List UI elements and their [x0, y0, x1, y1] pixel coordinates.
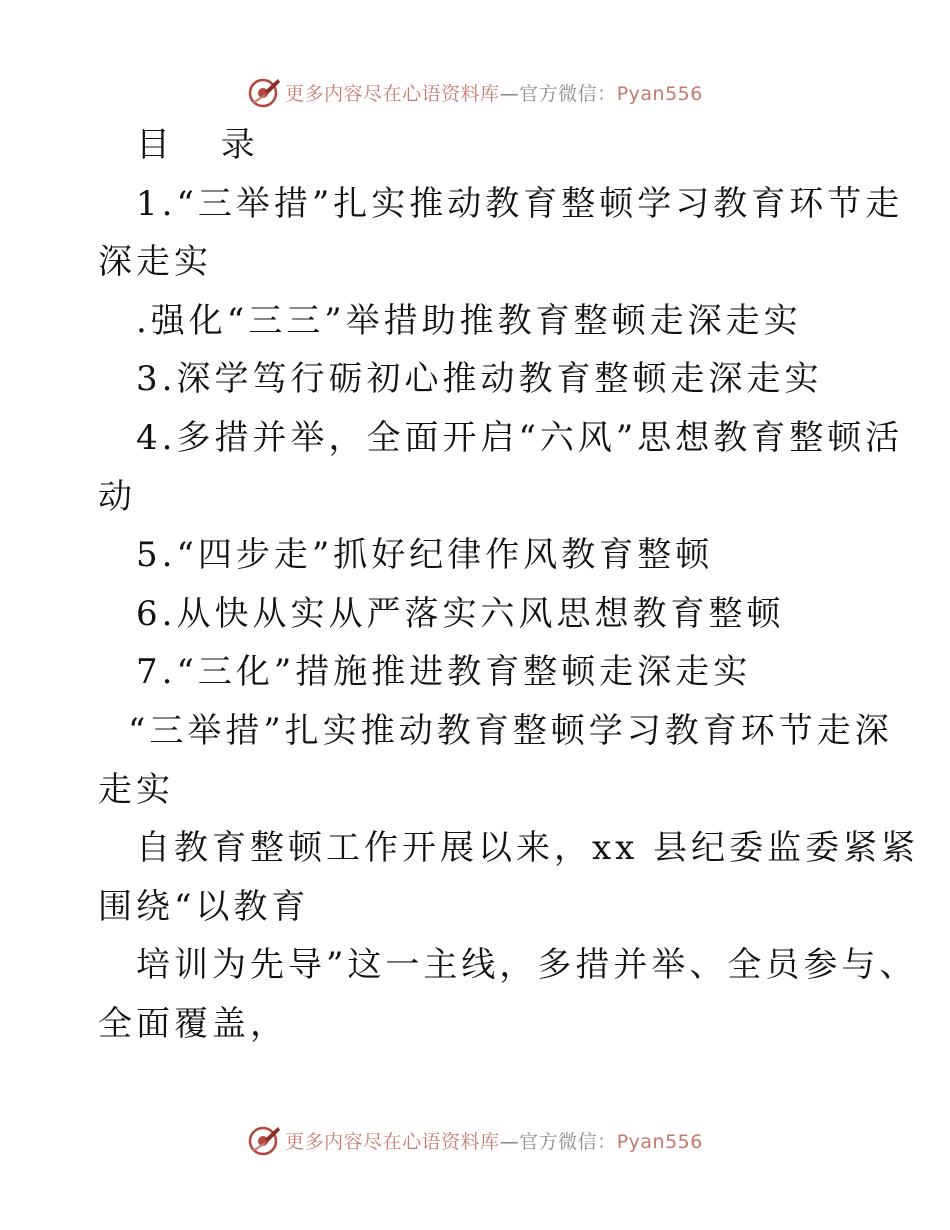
paragraph-line: 围绕“以教育 — [98, 886, 310, 927]
section-title: “三举措”扎实推动教育整顿学习教育环节走深 — [128, 710, 893, 751]
toc-item: 1.“三举措”扎实推动教育整顿学习教育环节走 — [136, 183, 904, 224]
toc-item: .强化“三三”举措助推教育整顿走深走实 — [136, 300, 802, 341]
brand-logo-icon — [247, 1123, 281, 1157]
toc-item: 5.“四步走”抓好纪律作风教育整顿 — [136, 535, 714, 576]
watermark-wechat-label: 官方微信： — [519, 82, 617, 105]
toc-title: 目 录 — [136, 125, 275, 165]
watermark-brand: 更多内容尽在心语资料库 — [285, 82, 500, 105]
toc-item: 3.深学笃行砺初心推动教育整顿走深走实 — [136, 359, 823, 400]
toc-item: 7.“三化”措施推进教育整顿走深走实 — [136, 652, 752, 693]
watermark-dash: — — [499, 82, 520, 105]
watermark-wechat-label: 官方微信： — [519, 1130, 617, 1153]
brand-logo-icon — [247, 75, 281, 109]
document-body — [98, 116, 920, 1054]
toc-item: 4.多措并举，全面开启“六风”思想教育整顿活 — [136, 417, 904, 458]
toc-item-continuation: 深走实 — [98, 242, 212, 283]
toc-item: 6.从快从实从严落实六风思想教育整顿 — [136, 593, 785, 634]
watermark-handle: Pyan556 — [616, 82, 703, 105]
footer-watermark — [0, 1120, 950, 1160]
watermark-handle: Pyan556 — [616, 1130, 703, 1153]
header-watermark — [0, 72, 950, 112]
paragraph-line: 全面覆盖， — [98, 1003, 288, 1044]
section-title-continuation: 走实 — [98, 769, 174, 810]
watermark-dash: — — [499, 1130, 520, 1153]
paragraph-line: 自教育整顿工作开展以来，xx 县纪委监委紧紧 — [136, 828, 920, 869]
watermark-brand: 更多内容尽在心语资料库 — [285, 1130, 500, 1153]
watermark-text — [285, 1127, 703, 1154]
paragraph-line: 培训为先导”这一主线，多措并举、全员参与、 — [136, 945, 918, 986]
watermark-text — [285, 79, 703, 106]
toc-item-continuation: 动 — [98, 476, 136, 517]
